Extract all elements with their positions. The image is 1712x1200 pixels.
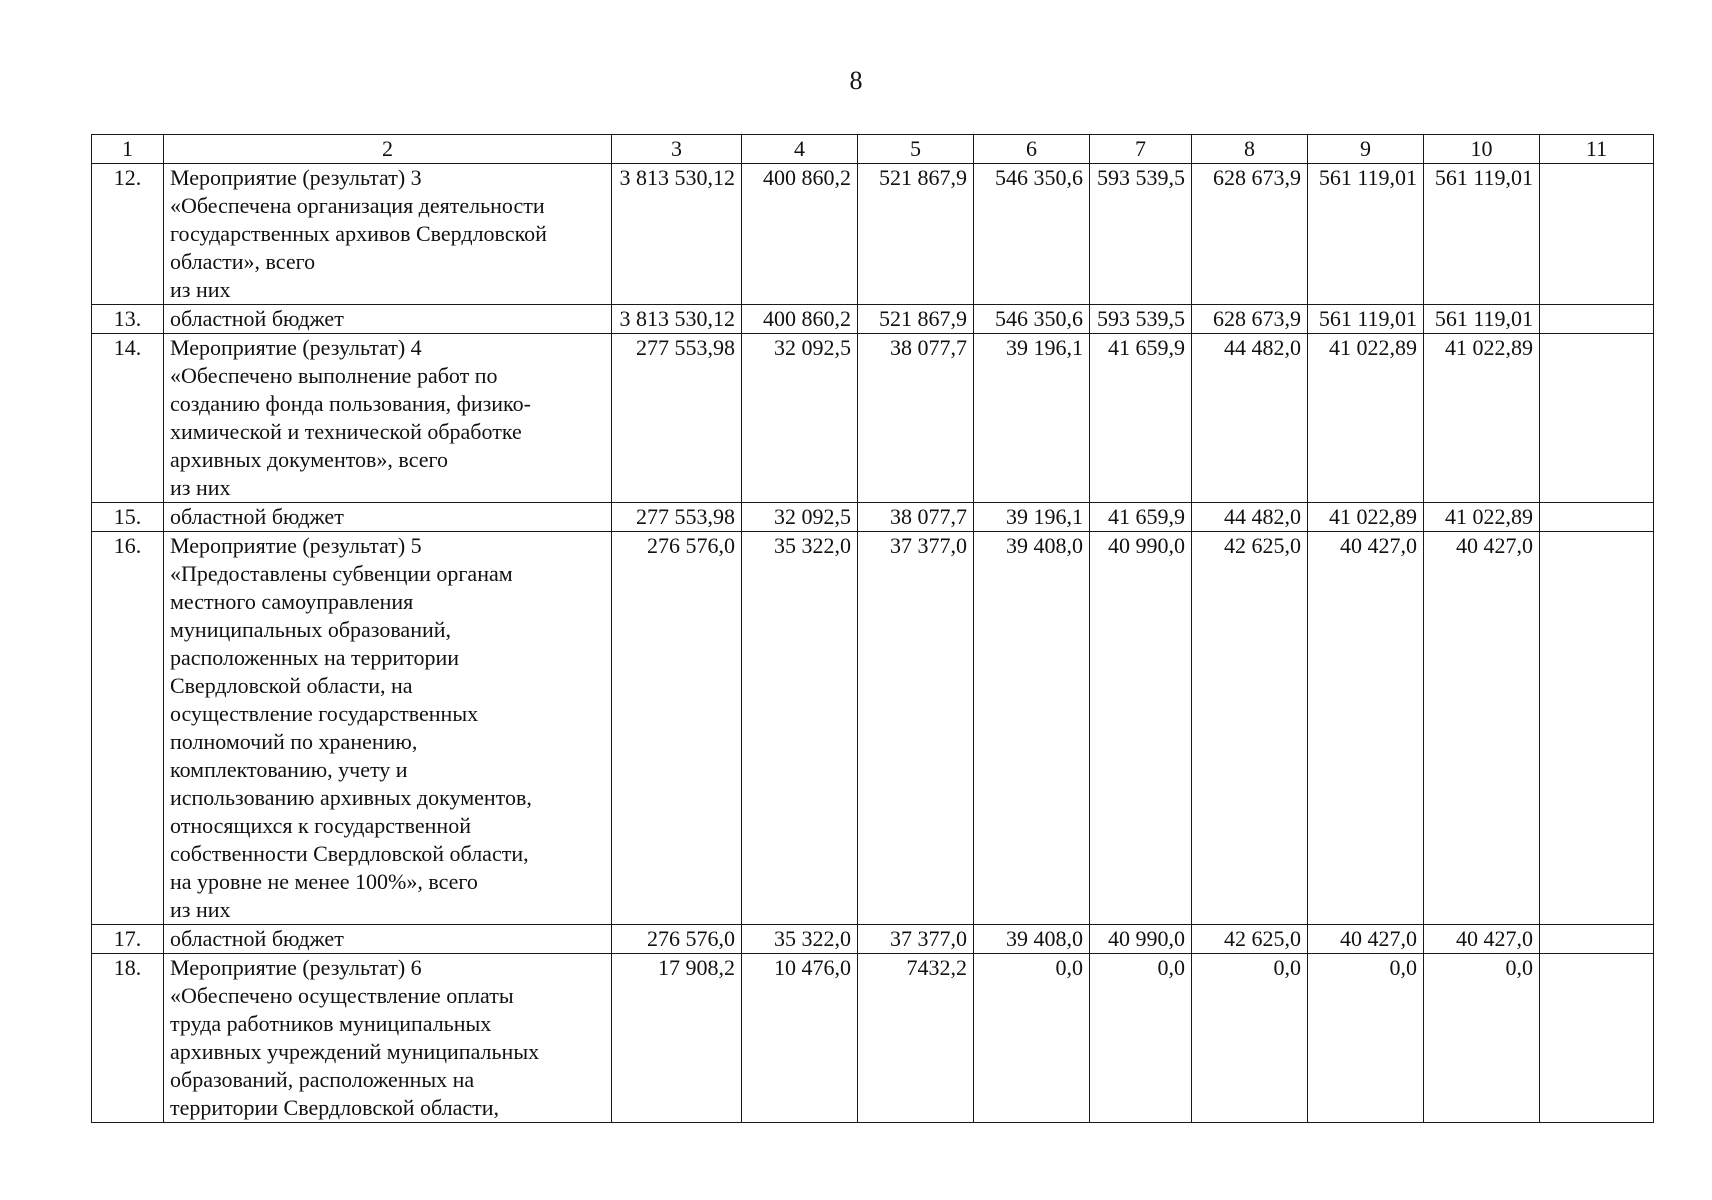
table-row [92, 532, 1654, 925]
value-cell-col-8: 42 625,0 [1192, 925, 1308, 954]
value-cell-col-3: 3 813 530,12 [612, 164, 742, 305]
value-cell-col-9: 40 427,0 [1308, 925, 1424, 954]
value-cell-col-7: 593 539,5 [1090, 305, 1192, 334]
row-number: 12. [92, 164, 164, 305]
value-cell-col-9: 41 022,89 [1308, 503, 1424, 532]
value-cell-col-5: 521 867,9 [858, 305, 974, 334]
row-description [164, 532, 612, 925]
header-row [92, 135, 1654, 164]
row-number: 16. [92, 532, 164, 925]
description-line: осуществление государственных [170, 701, 479, 726]
value-cell-col-11 [1540, 503, 1654, 532]
description-line: Мероприятие (результат) 5 [170, 533, 422, 558]
description-line: труда работников муниципальных [170, 1011, 492, 1036]
row-description [164, 305, 612, 334]
description-line: Мероприятие (результат) 6 [170, 955, 422, 980]
row-description [164, 954, 612, 1123]
value-cell-col-8: 44 482,0 [1192, 503, 1308, 532]
value-cell-col-6: 546 350,6 [974, 305, 1090, 334]
value-cell-col-3: 17 908,2 [612, 954, 742, 1123]
description-line: из них [170, 897, 231, 922]
table-row [92, 954, 1654, 1123]
table-row [92, 164, 1654, 305]
description-line: муниципальных образований, [170, 617, 452, 642]
value-cell-col-7: 0,0 [1090, 954, 1192, 1123]
value-cell-col-3: 276 576,0 [612, 532, 742, 925]
value-cell-col-10: 41 022,89 [1424, 503, 1540, 532]
value-cell-col-9: 40 427,0 [1308, 532, 1424, 925]
value-cell-col-8: 628 673,9 [1192, 305, 1308, 334]
description-line: «Обеспечено выполнение работ по [170, 363, 498, 388]
value-cell-col-4: 32 092,5 [742, 334, 858, 503]
value-cell-col-11 [1540, 164, 1654, 305]
value-cell-col-9: 41 022,89 [1308, 334, 1424, 503]
value-cell-col-7: 40 990,0 [1090, 532, 1192, 925]
description-line: из них [170, 277, 231, 302]
value-cell-col-8: 628 673,9 [1192, 164, 1308, 305]
description-line: из них [170, 475, 231, 500]
value-cell-col-7: 41 659,9 [1090, 334, 1192, 503]
table-row [92, 925, 1654, 954]
header-cell-col-4: 4 [742, 135, 858, 164]
table-row [92, 503, 1654, 532]
value-cell-col-7: 41 659,9 [1090, 503, 1192, 532]
description-line: «Обеспечена организация деятельности [170, 193, 545, 218]
value-cell-col-11 [1540, 305, 1654, 334]
description-line: на уровне не менее 100%», всего [170, 869, 478, 894]
value-cell-col-11 [1540, 954, 1654, 1123]
value-cell-col-6: 39 196,1 [974, 503, 1090, 532]
row-number: 15. [92, 503, 164, 532]
value-cell-col-6: 39 408,0 [974, 532, 1090, 925]
description-line: полномочий по хранению, [170, 729, 418, 754]
value-cell-col-10: 40 427,0 [1424, 532, 1540, 925]
header-cell-col-9: 9 [1308, 135, 1424, 164]
value-cell-col-6: 0,0 [974, 954, 1090, 1123]
header-cell-col-3: 3 [612, 135, 742, 164]
description-line: Мероприятие (результат) 3 [170, 165, 422, 190]
table-row [92, 334, 1654, 503]
table-body [92, 164, 1654, 1123]
header-cell-col-5: 5 [858, 135, 974, 164]
description-line: комплектованию, учету и [170, 757, 408, 782]
value-cell-col-9: 0,0 [1308, 954, 1424, 1123]
header-cell-col-2: 2 [164, 135, 612, 164]
value-cell-col-4: 32 092,5 [742, 503, 858, 532]
description-line: «Обеспечено осуществление оплаты [170, 983, 514, 1008]
value-cell-col-7: 593 539,5 [1090, 164, 1192, 305]
value-cell-col-5: 38 077,7 [858, 503, 974, 532]
value-cell-col-5: 7432,2 [858, 954, 974, 1123]
value-cell-col-5: 38 077,7 [858, 334, 974, 503]
value-cell-col-3: 3 813 530,12 [612, 305, 742, 334]
value-cell-col-10: 561 119,01 [1424, 164, 1540, 305]
description-line: расположенных на территории [170, 645, 460, 670]
row-number: 14. [92, 334, 164, 503]
description-line: относящихся к государственной [170, 813, 471, 838]
description-line: области», всего [170, 249, 316, 274]
description-line: «Предоставлены субвенции органам [170, 561, 513, 586]
header-cell-col-6: 6 [974, 135, 1090, 164]
value-cell-col-4: 400 860,2 [742, 164, 858, 305]
description-line: архивных учреждений муниципальных [170, 1039, 540, 1064]
value-cell-col-4: 400 860,2 [742, 305, 858, 334]
page-number: 8 [849, 66, 863, 95]
value-cell-col-6: 39 408,0 [974, 925, 1090, 954]
value-cell-col-10: 40 427,0 [1424, 925, 1540, 954]
row-number: 13. [92, 305, 164, 334]
table-row [92, 305, 1654, 334]
description-line: созданию фонда пользования, физико- [170, 391, 531, 416]
table-header [92, 135, 1654, 164]
value-cell-col-5: 37 377,0 [858, 925, 974, 954]
value-cell-col-10: 561 119,01 [1424, 305, 1540, 334]
row-description [164, 334, 612, 503]
description-line: территории Свердловской области, [170, 1095, 500, 1120]
row-number: 17. [92, 925, 164, 954]
value-cell-col-6: 39 196,1 [974, 334, 1090, 503]
value-cell-col-8: 0,0 [1192, 954, 1308, 1123]
value-cell-col-5: 521 867,9 [858, 164, 974, 305]
value-cell-col-4: 35 322,0 [742, 532, 858, 925]
description-line: образований, расположенных на [170, 1067, 475, 1092]
value-cell-col-11 [1540, 532, 1654, 925]
description-line: архивных документов», всего [170, 447, 448, 472]
value-cell-col-6: 546 350,6 [974, 164, 1090, 305]
value-cell-col-8: 42 625,0 [1192, 532, 1308, 925]
header-cell-col-11: 11 [1540, 135, 1654, 164]
header-cell-col-1: 1 [92, 135, 164, 164]
value-cell-col-3: 277 553,98 [612, 334, 742, 503]
description-line: областной бюджет [170, 306, 344, 331]
value-cell-col-3: 276 576,0 [612, 925, 742, 954]
value-cell-col-8: 44 482,0 [1192, 334, 1308, 503]
row-description [164, 503, 612, 532]
description-line: химической и технической обработке [170, 419, 522, 444]
value-cell-col-10: 0,0 [1424, 954, 1540, 1123]
header-cell-col-8: 8 [1192, 135, 1308, 164]
description-line: областной бюджет [170, 926, 344, 951]
value-cell-col-4: 35 322,0 [742, 925, 858, 954]
value-cell-col-9: 561 119,01 [1308, 164, 1424, 305]
value-cell-col-11 [1540, 925, 1654, 954]
row-description [164, 164, 612, 305]
value-cell-col-11 [1540, 334, 1654, 503]
description-line: Свердловской области, на [170, 673, 413, 698]
description-line: использованию архивных документов, [170, 785, 532, 810]
value-cell-col-10: 41 022,89 [1424, 334, 1540, 503]
value-cell-col-4: 10 476,0 [742, 954, 858, 1123]
row-number: 18. [92, 954, 164, 1123]
value-cell-col-9: 561 119,01 [1308, 305, 1424, 334]
header-cell-col-10: 10 [1424, 135, 1540, 164]
description-line: государственных архивов Свердловской [170, 221, 547, 246]
description-line: Мероприятие (результат) 4 [170, 335, 422, 360]
row-description [164, 925, 612, 954]
value-cell-col-7: 40 990,0 [1090, 925, 1192, 954]
budget-table [91, 134, 1654, 1123]
header-cell-col-7: 7 [1090, 135, 1192, 164]
description-line: местного самоуправления [170, 589, 414, 614]
description-line: собственности Свердловской области, [170, 841, 529, 866]
value-cell-col-3: 277 553,98 [612, 503, 742, 532]
description-line: областной бюджет [170, 504, 344, 529]
value-cell-col-5: 37 377,0 [858, 532, 974, 925]
